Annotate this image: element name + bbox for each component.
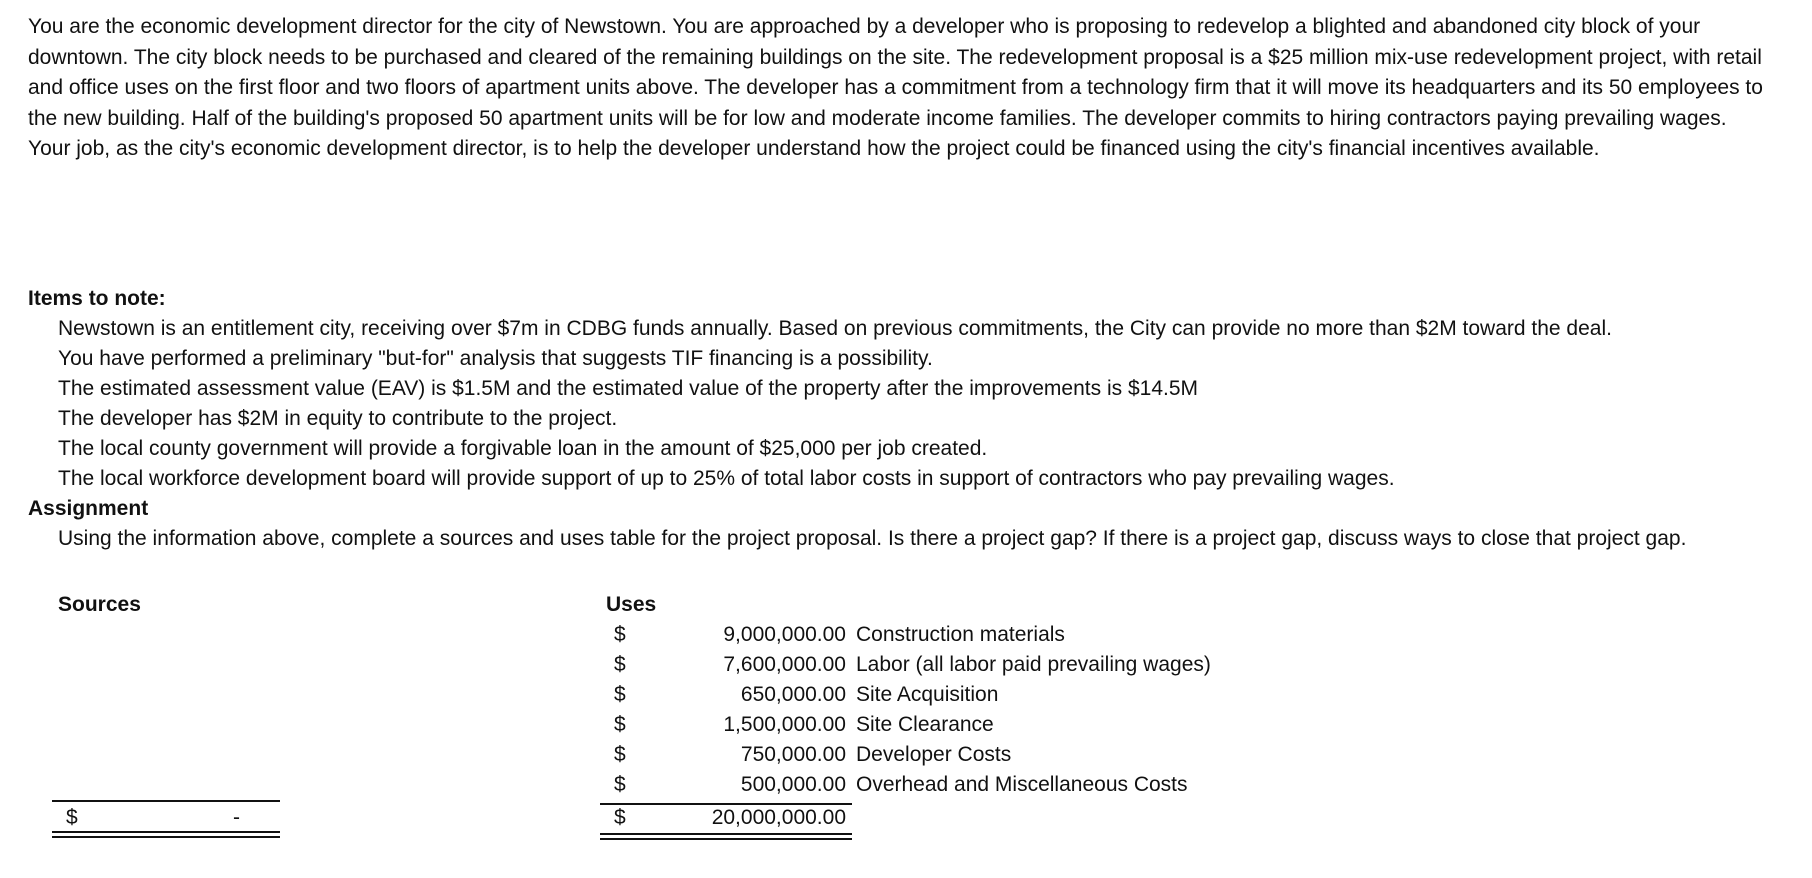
uses-description: Developer Costs [856, 743, 1012, 766]
note-eav: The estimated assessment value (EAV) is $1.5M and the estimated value of the property after the improvements is $14.5M [58, 377, 1198, 400]
uses-description: Labor (all labor paid prevailing wages) [856, 653, 1211, 676]
currency-symbol: $ [614, 713, 626, 736]
note-cdbg: Newstown is an entitlement city, receiving over $7m in CDBG funds annually. Based on previous commitments, the City can provide no more than $2M toward the deal. [58, 317, 1612, 340]
uses-amount: 750,000.00 [740, 743, 846, 766]
uses-description: Site Acquisition [856, 683, 999, 706]
uses-amount: 650,000.00 [740, 683, 846, 706]
assignment-heading: Assignment [28, 497, 149, 520]
uses-amount: 1,500,000.00 [723, 713, 846, 736]
uses-total-row [600, 803, 852, 833]
note-forgivable-loan: The local county government will provide a forgivable loan in the amount of $25,000 per job created. [58, 437, 988, 460]
uses-description: Construction materials [856, 623, 1065, 646]
uses-amount: 9,000,000.00 [723, 623, 846, 646]
currency-symbol: $ [614, 806, 626, 829]
sources-double-underline [52, 831, 280, 838]
sources-total-rule [52, 800, 280, 802]
sources-label: Sources [58, 593, 141, 616]
assignment-text: Using the information above, complete a sources and uses table for the project proposal. Is there a project gap? If there is a project gap, discuss ways to close that project gap. [58, 527, 1687, 550]
currency-symbol: $ [66, 806, 78, 829]
uses-double-underline [600, 833, 852, 840]
items-to-note-heading: Items to note: [28, 287, 166, 310]
sources-total-amount: - [233, 806, 240, 829]
sources-total-row [52, 803, 280, 833]
currency-symbol: $ [614, 623, 626, 646]
uses-row-developer-costs [606, 740, 1306, 770]
note-equity: The developer has $2M in equity to contribute to the project. [58, 407, 618, 430]
currency-symbol: $ [614, 773, 626, 796]
uses-amount: 7,600,000.00 [723, 653, 846, 676]
note-workforce: The local workforce development board will provide support of up to 25% of total labor costs in support of contractors who pay prevailing wages. [58, 467, 1395, 490]
uses-amount: 500,000.00 [740, 773, 846, 796]
uses-description: Overhead and Miscellaneous Costs [856, 773, 1188, 796]
currency-symbol: $ [614, 653, 626, 676]
currency-symbol: $ [614, 683, 626, 706]
note-but-for: You have performed a preliminary "but-for" analysis that suggests TIF financing is a possibility. [58, 347, 933, 370]
uses-total-amount: 20,000,000.00 [711, 806, 846, 829]
uses-description: Site Clearance [856, 713, 994, 736]
uses-row-site-clearance [606, 710, 1306, 740]
uses-label: Uses [606, 593, 657, 616]
uses-row-site-acquisition [606, 680, 1306, 710]
intro-paragraph: You are the economic development director for the city of Newstown. You are approached by a developer who is proposing to redevelop a blighted and abandoned city block of your downtown. The city block needs to be purchased and cleared of the remaining buildings on the site. The redevelopment proposal is a $25 million mix-use redevelopment project, with retail and office uses on the first floor and two floors of apartment units above. The developer has a commitment from a technology firm that it will move its headquarters and its 50 employees to the new building. Half of the building's proposed 50 apartment units will be for low and moderate income families. The developer commits to hiring contractors paying prevailing wages. Your job, as the city's economic development director, is to help the developer understand how the project could be financed using the city's financial incentives available. [28, 15, 1763, 160]
uses-row-construction [606, 620, 1306, 650]
uses-row-labor [606, 650, 1306, 680]
currency-symbol: $ [614, 743, 626, 766]
uses-row-overhead [606, 770, 1306, 800]
